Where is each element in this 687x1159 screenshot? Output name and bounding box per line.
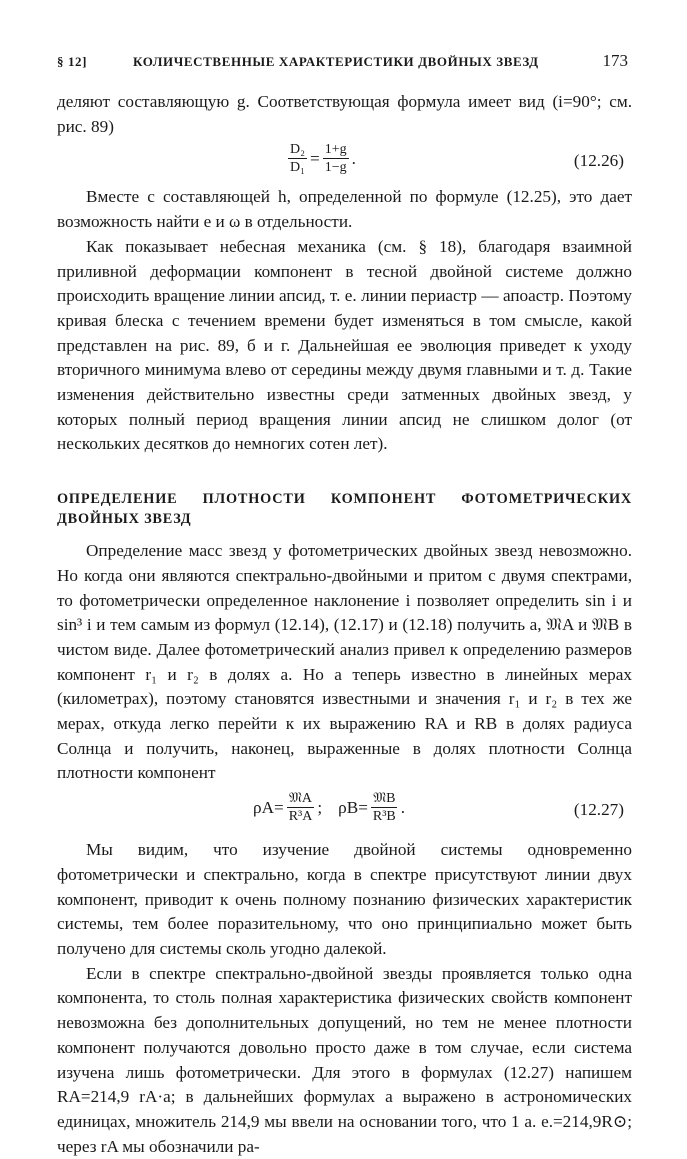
equals-sign: = [310, 148, 320, 168]
paragraph: Если в спектре спектрально-двойной звезды проявляется только одна компонента, то столь полная характеристика физических свойств компонент невозможна без дополнительных допущений, но тем не менее плотности компонент получаются довольно просто даже в том случае, если система изучена лишь фотометрически. Для этого в формулах (12.27) напишем RA=214,9 rA·a; в дальнейших формулах a выражено в астрономических единицах, множитель 214,9 мы ввели на основании того, что 1 а. е.=214,9R⊙; через rA мы обозначили ра- [57, 963, 632, 1156]
fraction-d2-d1 [288, 141, 307, 176]
equation-number: (12.27) [573, 800, 624, 820]
fraction-numerator: 𝔐B [373, 791, 396, 807]
rho-a: ρA [253, 797, 274, 817]
fraction-denominator: R³B [372, 809, 396, 825]
equals-sign: = [358, 797, 368, 817]
paragraph-continued: деляют составляющую g. Соответствующая формула имеет вид (i=90°; см. рис. 89) [57, 92, 632, 136]
paragraph: Вместе с составляющей h, определенной по формуле (12.25), это дает возможность найти e и ω в отдельности. [57, 187, 632, 232]
fraction-a [287, 790, 315, 825]
fraction-b [371, 790, 398, 825]
paragraph: Как показывает небесная механика (см. § 18), благодаря взаимной приливной деформации компонент в тесной двойной системе должно происходить вращение линии апсид, т. е. линии периастр — апоастр. Поэтому кривая блеска с течением времени будет изменяться в том смысле, какой представлен на рис. 89, б и г. Дальнейшая ее эволюция приведет к уходу вторичного минимума влево от середины между двумя главными и т. д. Такие изменения действительно известны среди затменных двойных звезд, у которых полный период вращения линии апсид не слишком долог (от нескольких десятков до немногих сотен лет). [57, 236, 632, 454]
fraction-denominator: 1−g [324, 160, 347, 176]
rho-b: ρB [338, 797, 359, 817]
page-number: 173 [602, 51, 628, 70]
running-title: КОЛИЧЕСТВЕННЫЕ ХАРАКТЕРИСТИКИ ДВОЙНЫХ ЗВЕЗД [133, 54, 539, 69]
equation-expression [253, 790, 405, 825]
paragraph: Мы видим, что изучение двойной системы одновременно фотометрически и спектрально, когда в спектре присутствуют линии двух компонент, приводит к очень полному познанию физических характеристик системы, тем более поразительному, что оно принципиально может быть получено для системы сколь угодно далекой. [57, 840, 632, 958]
equation-12-26 [57, 139, 632, 185]
section-heading: ОПРЕДЕЛЕНИЕ ПЛОТНОСТИ КОМПОНЕНТ ФОТОМЕТРИЧЕСКИХ ДВОЙНЫХ ЗВЕЗД [57, 491, 632, 528]
equation-period: . [351, 148, 356, 168]
page-body [57, 90, 632, 1159]
fraction-denominator: R³A [288, 809, 313, 825]
separator: ; [317, 797, 323, 817]
paragraph: Определение масс звезд у фотометрических двойных звезд невозможно. Но когда они являются спектрально-двойными и притом с двумя спектрами, то фотометрически определенное наклонение i позволяет определить sin i и sin³ i и тем самым из формул (12.14), (12.17) и (12.18) получить a, 𝔐A и 𝔐B в чистом виде. Далее фотометрический анализ привел к определению размеров компонент r₁ и r₂ в долях a. Но a теперь известно в линейных мерах (километрах), поэтому становятся известными и значения r₁ и r₂ в тех же мерах, откуда легко перейти к их выражению RA и RB в долях радиуса Солнца и получить, наконец, выраженные в долях плотности Солнца плотности компонент [57, 541, 632, 783]
fraction-denominator: D₁ [290, 160, 305, 176]
fraction-numerator: 1+g [324, 142, 347, 158]
equation-number: (12.26) [573, 151, 624, 171]
fraction-numerator: D₂ [290, 142, 305, 158]
section-marker: § 12] [57, 54, 88, 69]
spacer [57, 457, 632, 489]
equation-expression [285, 141, 356, 176]
spacer [57, 529, 632, 539]
equation-period: . [400, 797, 406, 817]
running-header [57, 50, 632, 74]
fraction-1g [323, 141, 349, 176]
fraction-numerator: 𝔐A [289, 791, 313, 807]
equation-12-27 [57, 786, 632, 838]
equals-sign: = [274, 797, 284, 817]
